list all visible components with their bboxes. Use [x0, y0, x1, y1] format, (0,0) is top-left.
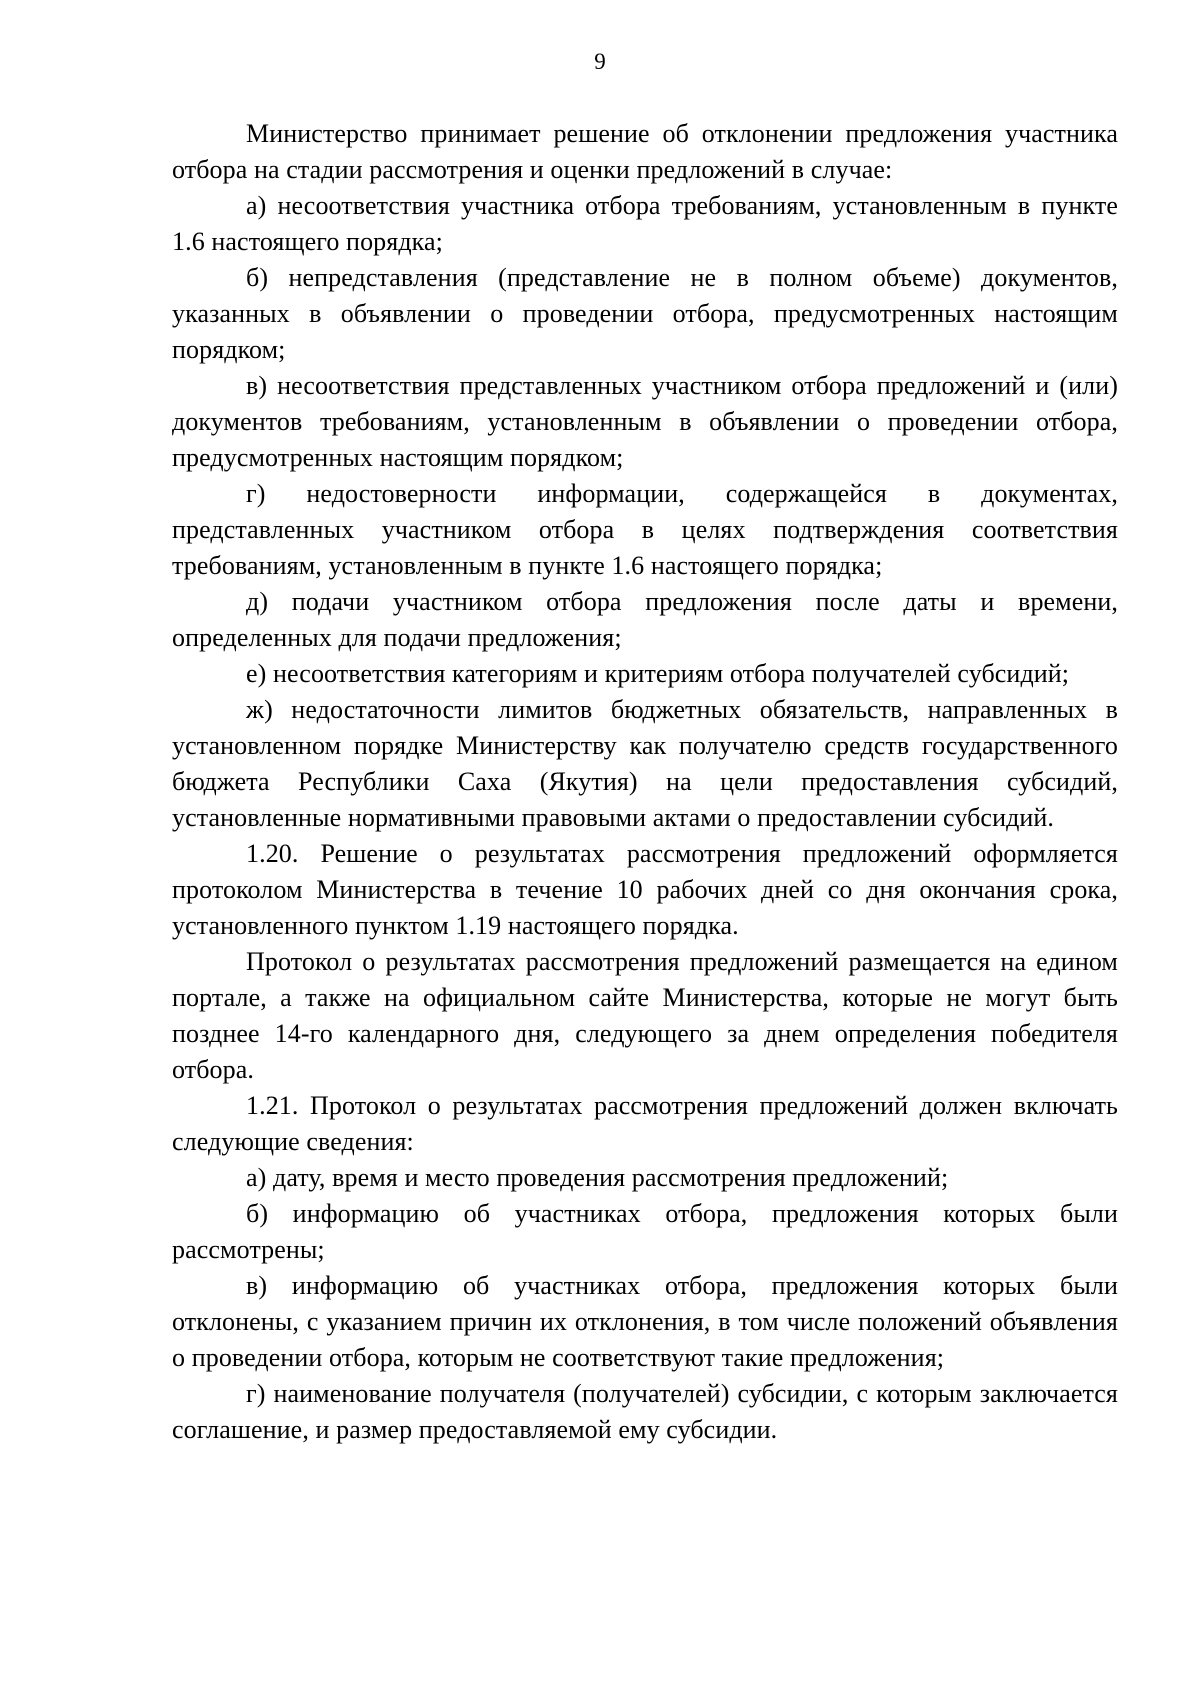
- paragraph-1-21-item-v: в) информацию об участниках отбора, предложения которых были отклонены, с указанием причин их отклонения, в том числе положений объявления о проведении отбора, которым не соответствуют такие предложения;: [172, 1271, 1118, 1372]
- paragraph-item-g: г) недостоверности информации, содержащейся в документах, представленных участником отбора в целях подтверждения соответствия требованиям, установленным в пункте 1.6 настоящего порядка;: [172, 479, 1118, 580]
- page-number: 9: [594, 49, 606, 74]
- document-body: [172, 116, 1118, 1448]
- paragraph-1-21-item-a: а) дату, время и место проведения рассмотрения предложений;: [246, 1163, 949, 1192]
- paragraph-1-21: 1.21. Протокол о результатах рассмотрения предложений должен включать следующие сведения:: [172, 1091, 1118, 1156]
- paragraph-1-21-item-b: б) информацию об участниках отбора, предложения которых были рассмотрены;: [172, 1199, 1118, 1264]
- paragraph-protocol-publication: Протокол о результатах рассмотрения предложений размещается на едином портале, а также на официальном сайте Министерства, которые не могут быть позднее 14-го календарного дня, следующего за днем определения победителя отбора.: [172, 947, 1118, 1084]
- paragraph-item-zh: ж) недостаточности лимитов бюджетных обязательств, направленных в установленном порядке Министерству как получателю средств государственного бюджета Республики Саха (Якутия) на цели предоставления субсидий, установленные нормативными правовыми актами о предоставлении субсидий.: [172, 695, 1118, 832]
- paragraph-item-e: е) несоответствия категориям и критериям отбора получателей субсидий;: [246, 659, 1070, 688]
- paragraph-intro: Министерство принимает решение об отклонении предложения участника отбора на стадии рассмотрения и оценки предложений в случае:: [172, 119, 1118, 184]
- paragraph-item-d: д) подачи участником отбора предложения после даты и времени, определенных для подачи предложения;: [172, 587, 1118, 652]
- paragraph-item-v: в) несоответствия представленных участником отбора предложений и (или) документов требованиям, установленным в объявлении о проведении отбора, предусмотренных настоящим порядком;: [172, 371, 1118, 472]
- paragraph-item-a: а) несоответствия участника отбора требованиям, установленным в пункте 1.6 настоящего порядка;: [172, 191, 1118, 256]
- paragraph-1-21-item-g: г) наименование получателя (получателей) субсидии, с которым заключается соглашение, и размер предоставляемой ему субсидии.: [172, 1379, 1118, 1444]
- paragraph-1-20: 1.20. Решение о результатах рассмотрения предложений оформляется протоколом Министерства в течение 10 рабочих дней со дня окончания срока, установленного пунктом 1.19 настоящего порядка.: [172, 839, 1118, 940]
- paragraph-item-b: б) непредставления (представление не в полном объеме) документов, указанных в объявлении о проведении отбора, предусмотренных настоящим порядком;: [172, 263, 1118, 364]
